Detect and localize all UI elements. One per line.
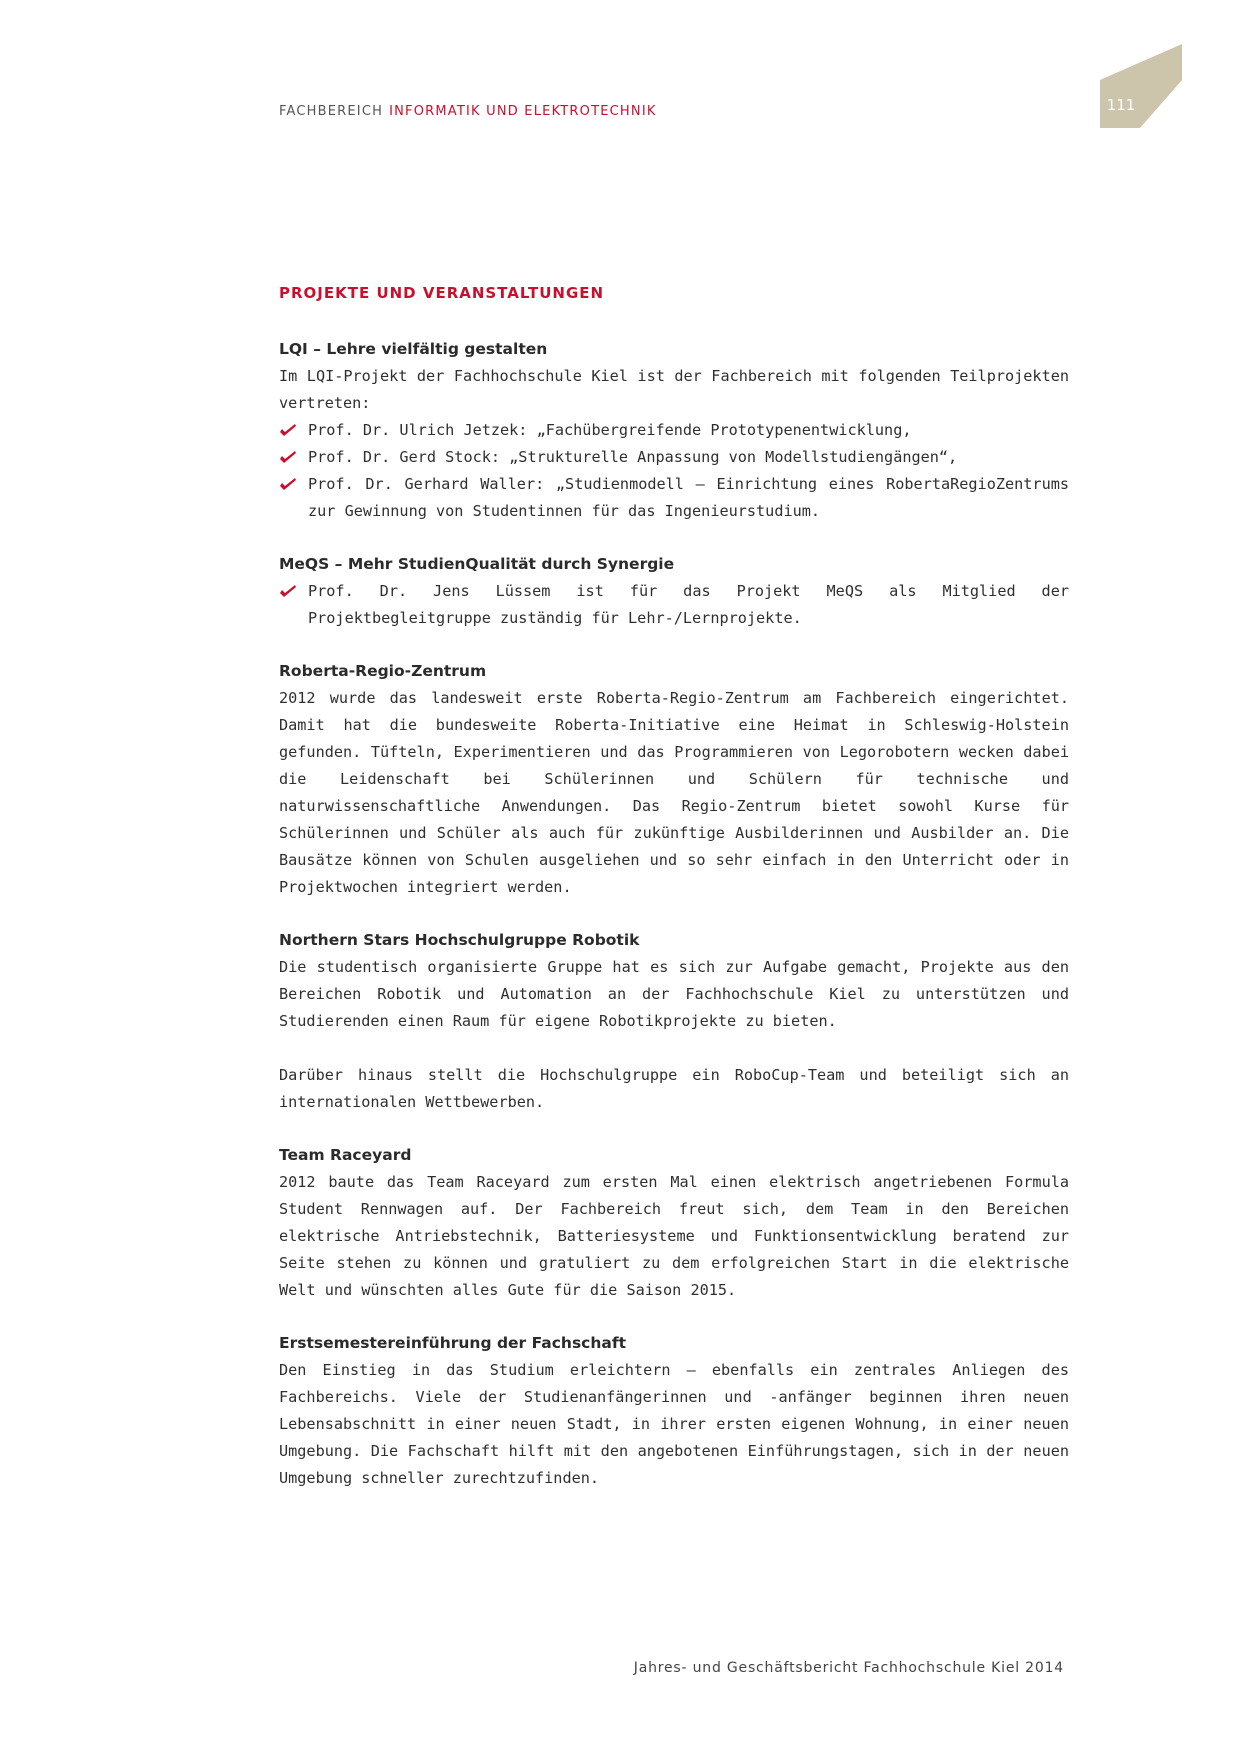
bullet-list xyxy=(279,578,1069,632)
header-accent: INFORMATIK UND ELEKTROTECHNIK xyxy=(389,104,657,119)
running-footer: Jahres- und Geschäftsbericht Fachhochschule Kiel 2014 xyxy=(633,1660,1064,1676)
list-item xyxy=(279,417,1069,444)
block-roberta xyxy=(279,658,1069,901)
bullet-list xyxy=(279,417,1069,525)
page-number: 111 xyxy=(1106,96,1136,114)
block-title: Roberta-Regio-Zentrum xyxy=(279,662,487,680)
red-checkmark-icon xyxy=(279,451,297,465)
header-label: FACHBEREICH xyxy=(279,104,384,119)
red-checkmark-icon xyxy=(279,585,297,599)
page-tab-shape xyxy=(1100,44,1182,128)
list-item-text: Prof. Dr. Ulrich Jetzek: „Fachübergreifende Prototypenentwicklung, xyxy=(308,421,912,439)
block-paragraph: Darüber hinaus stellt die Hochschulgruppe ein RoboCup-Team und beteiligt sich an internationalen Wettbewerben. xyxy=(279,1066,1069,1111)
running-header xyxy=(279,104,657,119)
block-paragraph: Den Einstieg in das Studium erleichtern – ebenfalls ein zentrales Anliegen des Fachbereichs. Viele der Studienanfängerinnen und -anfänger beginnen ihren neuen Lebensabschnitt in einer neuen Stadt, in ihrer ersten eigenen Wohnung, in einer neuen Umgebung. Die Fachschaft hilft mit den angebotenen Einführungstagen, sich in der neuen Umgebung schneller zurechtzufinden. xyxy=(279,1361,1069,1487)
block-title: Team Raceyard xyxy=(279,1146,412,1164)
block-meqs xyxy=(279,551,1069,632)
list-item xyxy=(279,444,1069,471)
block-paragraph: 2012 baute das Team Raceyard zum ersten Mal einen elektrisch angetriebenen Formula Student Rennwagen auf. Der Fachbereich freut sich, dem Team in den Bereichen elektrische Antriebstechnik, Batteriesysteme und Funktionsentwicklung beratend zur Seite stehen zu können und gratuliert zu dem erfolgreichen Start in die elektrische Welt und wünschten alles Gute für die Saison 2015. xyxy=(279,1173,1069,1299)
block-title: MeQS – Mehr StudienQualität durch Synergie xyxy=(279,555,675,573)
block-title: LQI – Lehre vielfältig gestalten xyxy=(279,340,548,358)
list-item-text: Prof. Dr. Gerhard Waller: „Studienmodell – Einrichtung eines RobertaRegioZentrums zur Gewinnung von Studentinnen für das Ingenieurstudium. xyxy=(308,475,1069,520)
main-content xyxy=(279,280,1069,1518)
list-item xyxy=(279,471,1069,525)
block-lqi xyxy=(279,336,1069,525)
list-item xyxy=(279,578,1069,632)
block-northern-stars xyxy=(279,927,1069,1116)
section-title: PROJEKTE UND VERANSTALTUNGEN xyxy=(279,284,605,302)
block-paragraph: Die studentisch organisierte Gruppe hat es sich zur Aufgabe gemacht, Projekte aus den Bereichen Robotik und Automation an der Fachhochschule Kiel zu unterstützen und Studierenden einen Raum für eigene Robotikprojekte zu bieten. xyxy=(279,958,1069,1030)
list-item-text: Prof. Dr. Gerd Stock: „Strukturelle Anpassung von Modellstudiengängen“, xyxy=(308,448,958,466)
block-title: Northern Stars Hochschulgruppe Robotik xyxy=(279,931,640,949)
red-checkmark-icon xyxy=(279,424,297,438)
block-raceyard xyxy=(279,1142,1069,1304)
block-paragraph: 2012 wurde das landesweit erste Roberta-Regio-Zentrum am Fachbereich eingerichtet. Damit hat die bundesweite Roberta-Initiative eine Heimat in Schleswig-Holstein gefunden. Tüfteln, Experimentieren und das Programmieren von Legorobotern wecken dabei die Leidenschaft bei Schülerinnen und Schülern für technische und naturwissenschaftliche Anwendungen. Das Regio-Zentrum bietet sowohl Kurse für Schülerinnen und Schüler als auch für zukünftige Ausbilderinnen und Ausbilder an. Die Bausätze können von Schulen ausgeliehen und so sehr einfach in den Unterricht oder in Projektwochen integriert werden. xyxy=(279,689,1069,896)
block-title: Erstsemestereinführung der Fachschaft xyxy=(279,1334,627,1352)
block-erstsemester xyxy=(279,1330,1069,1492)
red-checkmark-icon xyxy=(279,478,297,492)
list-item-text: Prof. Dr. Jens Lüssem ist für das Projekt MeQS als Mitglied der Projektbegleitgruppe zuständig für Lehr-/Lernprojekte. xyxy=(308,582,1069,627)
block-intro: Im LQI-Projekt der Fachhochschule Kiel ist der Fachbereich mit folgenden Teilprojekten vertreten: xyxy=(279,367,1069,412)
